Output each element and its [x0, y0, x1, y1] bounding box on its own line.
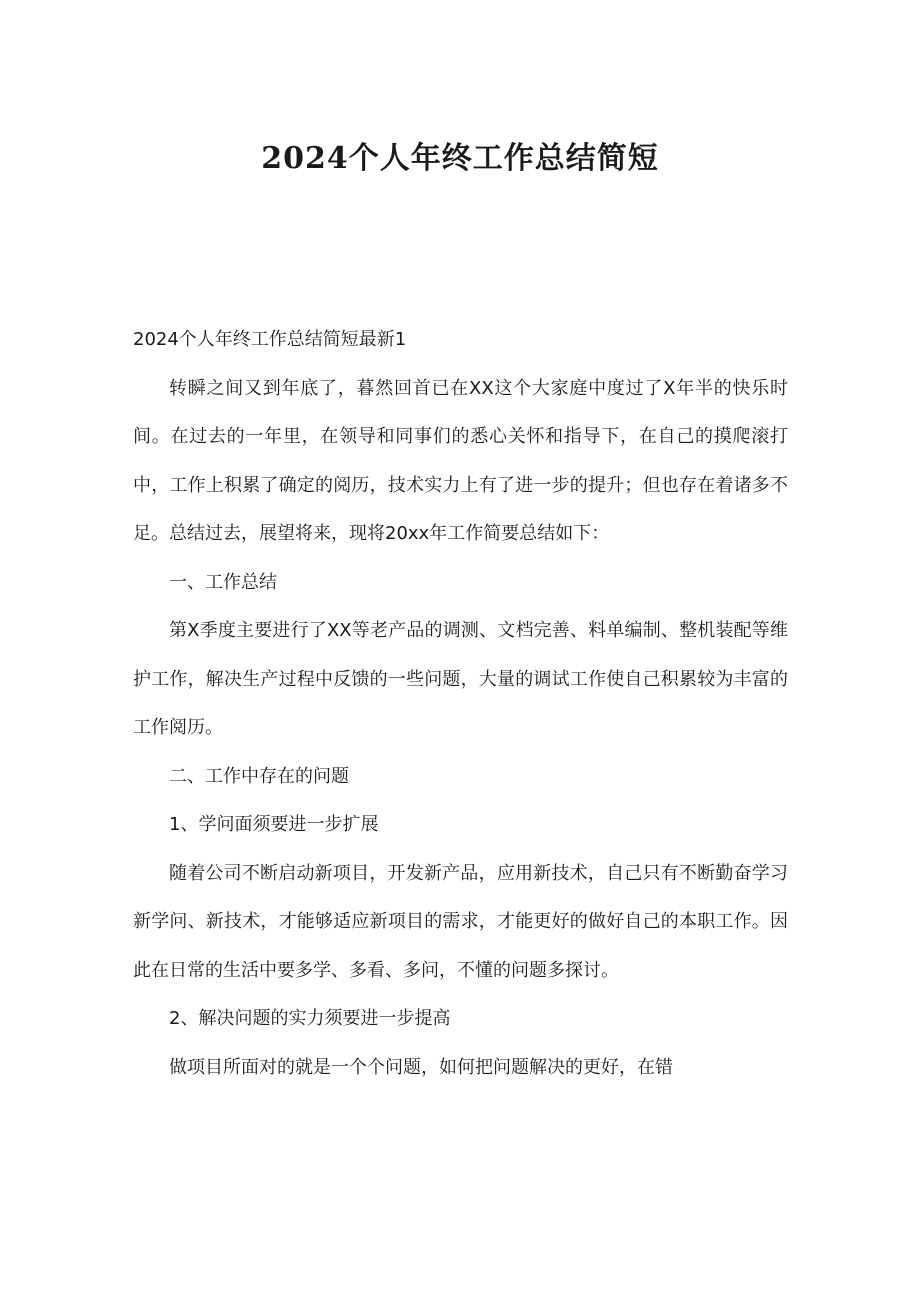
section-heading-work-summary: 一、工作总结 [169, 571, 277, 593]
document-title: 2024个人年终工作总结简短 [261, 141, 659, 176]
work-summary-paragraph: 第X季度主要进行了XX等老产品的调测、文档完善、料单编制、整机装配等维护工作，解决生产过程中反馈的一些问题，大量的调试工作使自己积累较为丰富的工作阅历。 [133, 620, 788, 738]
subheading-knowledge: 1、学问面须要进一步扩展 [169, 814, 379, 835]
knowledge-paragraph: 随着公司不断启动新项目，开发新产品，应用新技术，自己只有不断勤奋学习新学问、新技术，才能够适应新项目的需求，才能更好的做好自己的本职工作。因此在日常的生活中要多学、多看、多问，不懂的问题多探讨。 [133, 862, 788, 981]
problem-solving-paragraph: 做项目所面对的就是一个个问题，如何把问题解决的更好，在错 [169, 1056, 673, 1078]
subheading-problem-solving: 2、解决问题的实力须要进一步提高 [169, 1008, 451, 1029]
section-heading-problems: 二、工作中存在的问题 [169, 765, 349, 787]
subtitle-paragraph: 2024个人年终工作总结简短最新1 [133, 329, 407, 350]
document-body [133, 316, 788, 1092]
intro-paragraph: 转瞬之间又到年底了，暮然回首已在XX这个大家庭中度过了X年半的快乐时间。在过去的一年里，在领导和同事们的悉心关怀和指导下，在自己的摸爬滚打中，工作上积累了确定的阅历，技术实力上有了进一步的提升；但也存在着诸多不足。总结过去，展望将来，现将20xx年工作简要总结如下： [133, 377, 788, 544]
